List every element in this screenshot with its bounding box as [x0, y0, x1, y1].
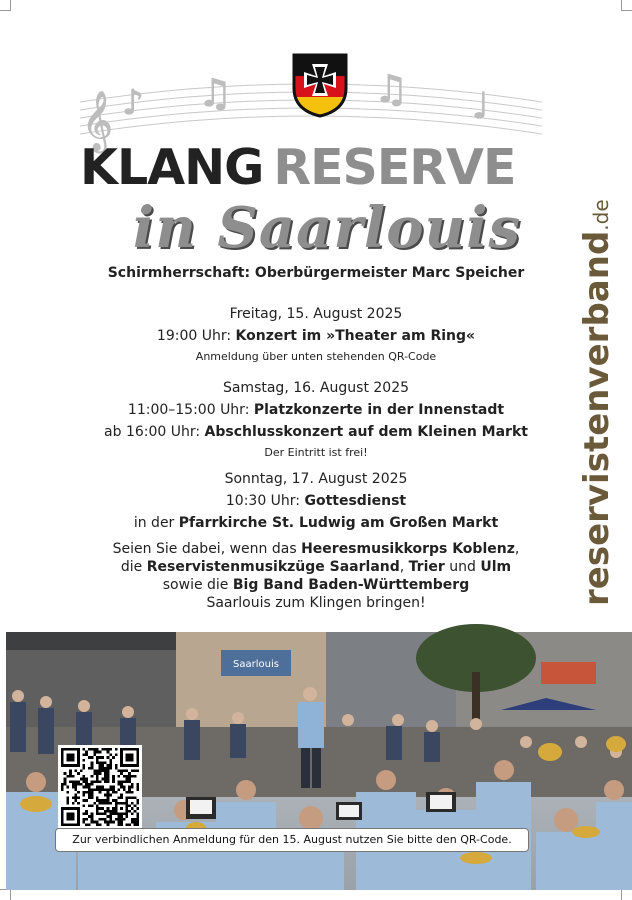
note-icon: ♫	[374, 67, 409, 111]
url-tld: .de	[589, 199, 613, 231]
event-date: Sonntag, 17. August 2025	[224, 471, 408, 487]
event-note: Anmeldung über unten stehenden QR-Code	[195, 350, 437, 363]
event-title: Konzert im »Theater am Ring«	[235, 328, 476, 344]
event-line	[60, 325, 572, 347]
invite-ensemble: Reservistenmusikzüge Saarland	[146, 559, 400, 575]
page-title	[80, 140, 540, 196]
event-title: Pfarrkirche St. Ludwig am Großen Markt	[178, 515, 499, 531]
url-main: reservistenverband	[577, 230, 617, 606]
svg-text:reservistenverband.de	[577, 199, 617, 606]
invitation-text	[60, 540, 572, 612]
event-title: Abschlusskonzert auf dem Kleinen Markt	[204, 424, 528, 440]
qr-code-icon	[61, 748, 139, 826]
event-time: ab 16:00 Uhr:	[104, 424, 205, 440]
reservist-emblem-icon	[291, 52, 349, 118]
event-title: Gottesdienst	[304, 493, 407, 509]
title-klang: KLANG	[80, 139, 264, 196]
website-url	[566, 199, 626, 610]
event-friday	[60, 303, 572, 367]
crop-mark	[621, 0, 632, 11]
invite-line: Saarlouis zum Klingen bringen!	[206, 595, 426, 611]
invite-ensemble: Heeresmusikkorps Koblenz	[301, 541, 515, 557]
crop-mark	[0, 0, 11, 11]
invite-text: ,	[399, 559, 409, 575]
crop-mark	[621, 889, 632, 900]
title-reserve: RESERVE	[273, 139, 516, 196]
invite-text: ,	[514, 541, 520, 557]
event-line	[60, 512, 572, 534]
title-subtitle: in Saarlouis	[132, 195, 522, 261]
photo-caption: Zur verbindlichen Anmeldung für den 15. August nutzen Sie bitte den QR-Code.	[55, 828, 529, 852]
invite-line	[60, 576, 572, 594]
event-time: 10:30 Uhr:	[225, 493, 305, 509]
invite-text: sowie die	[162, 577, 233, 593]
event-date: Samstag, 16. August 2025	[222, 380, 410, 396]
event-time: 11:00–15:00 Uhr:	[127, 402, 254, 418]
invite-ensemble: Ulm	[480, 559, 512, 575]
photo-banner: Saarlouis	[233, 659, 279, 670]
qr-code[interactable]	[58, 745, 142, 829]
invite-text: Seien Sie dabei, wenn das	[112, 541, 302, 557]
invite-text: die	[120, 559, 147, 575]
event-sunday	[60, 468, 572, 534]
event-title: Platzkonzerte in der Innenstadt	[253, 402, 505, 418]
note-icon: ♪	[122, 83, 144, 123]
event-note: Der Eintritt ist frei!	[264, 446, 368, 459]
event-line	[60, 399, 572, 421]
note-icon: ♩	[472, 86, 489, 127]
event-line	[60, 490, 572, 512]
event-saturday	[60, 377, 572, 463]
invite-text: und	[444, 559, 481, 575]
event-date: Freitag, 15. August 2025	[229, 306, 403, 322]
treble-clef-icon: 𝄞	[82, 91, 113, 151]
patronage: Schirmherrschaft: Oberbürgermeister Marc Speicher	[107, 265, 525, 281]
crop-mark	[0, 889, 11, 900]
event-time: 19:00 Uhr:	[156, 328, 236, 344]
event-prefix: in der	[133, 515, 179, 531]
invite-ensemble: Trier	[408, 559, 445, 575]
note-icon: ♫	[198, 71, 233, 115]
event-line	[60, 421, 572, 443]
invite-line	[60, 558, 572, 576]
invite-line	[60, 540, 572, 558]
invite-ensemble: Big Band Baden-Württemberg	[232, 577, 470, 593]
